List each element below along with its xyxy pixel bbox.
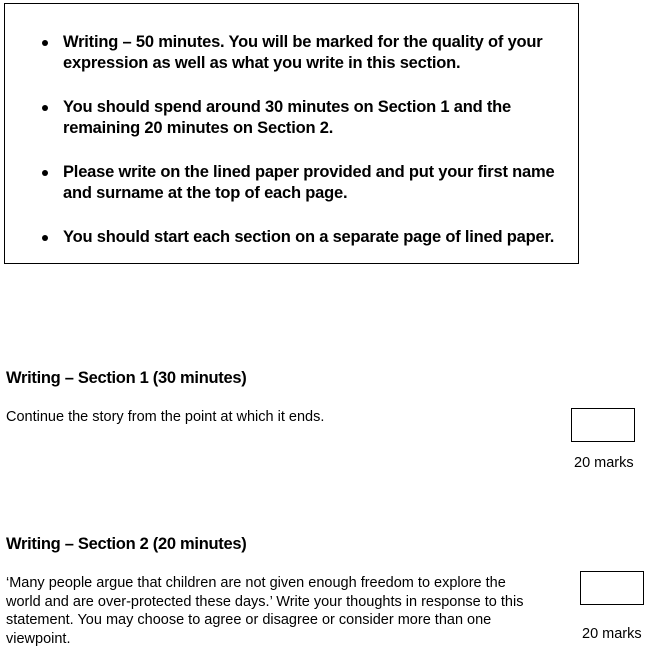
section-1-text-line: Continue the story from the point at which it ends. [6,409,325,425]
section-2-text-line: ‘Many people argue that children are not given enough freedom to explore the [6,575,506,591]
instruction-line: and surname at the top of each page. [63,184,348,202]
instruction-item [63,162,573,204]
instruction-item [63,227,573,248]
section-1-heading: Writing – Section 1 (30 minutes) [6,369,247,387]
section-2-marks-box[interactable] [580,571,644,605]
section-2-text [6,574,523,648]
instruction-line: expression as well as what you write in this section. [63,54,461,72]
section-2-text-line: statement. You may choose to agree or disagree or consider more than one [6,612,492,628]
section-1-text [6,408,324,427]
instruction-line: Writing – 50 minutes. You will be marked for the quality of your [63,33,543,51]
instruction-item [63,97,573,139]
section-2-marks-label: 20 marks [582,626,642,642]
instruction-item [63,32,573,74]
instruction-line: Please write on the lined paper provided and put your first name [63,163,555,181]
section-2-text-line: world and are over-protected these days.’ Write your thoughts in response to this [6,593,524,610]
section-2-text-line: viewpoint. [6,630,71,647]
instructions-box [4,3,579,264]
instruction-line: remaining 20 minutes on Section 2. [63,119,334,137]
instruction-line: You should start each section on a separate page of lined paper. [63,228,555,246]
section-1-marks-label: 20 marks [574,455,634,471]
section-2-heading: Writing – Section 2 (20 minutes) [6,535,247,553]
section-1-marks-box[interactable] [571,408,635,442]
instruction-line: You should spend around 30 minutes on Section 1 and the [63,98,511,116]
